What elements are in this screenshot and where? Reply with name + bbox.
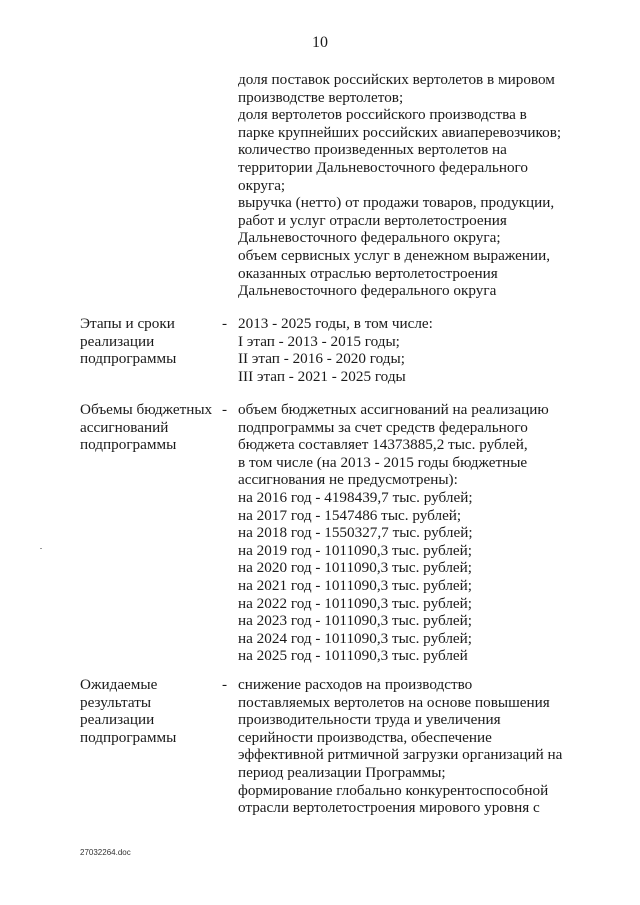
results-content bbox=[238, 676, 562, 817]
content-line: III этап - 2021 - 2025 годы bbox=[238, 367, 406, 385]
content-line: на 2024 год - 1011090,3 тыс. рублей; bbox=[238, 629, 472, 647]
intro-line: доля вертолетов российского производства в bbox=[238, 106, 527, 124]
label-line: Объемы бюджетных bbox=[80, 401, 213, 418]
stages-content bbox=[238, 315, 433, 385]
content-line: I этап - 2013 - 2015 годы; bbox=[238, 332, 400, 350]
intro-line: доля поставок российских вертолетов в мировом bbox=[238, 71, 555, 88]
content-line: на 2023 год - 1011090,3 тыс. рублей; bbox=[238, 612, 472, 630]
content-line: ассигнования не предусмотрены): bbox=[238, 471, 458, 489]
content-line: на 2016 год - 4198439,7 тыс. рублей; bbox=[238, 488, 473, 506]
intro-line: оказанных отраслью вертолетостроения bbox=[238, 264, 498, 282]
stages-label bbox=[80, 315, 176, 368]
content-line: на 2022 год - 1011090,3 тыс. рублей; bbox=[238, 594, 472, 612]
intro-line: работ и услуг отрасли вертолетостроения bbox=[238, 211, 507, 229]
content-line: объем бюджетных ассигнований на реализацию bbox=[238, 401, 549, 418]
content-line: подпрограммы за счет средств федерального bbox=[238, 418, 528, 436]
intro-line: Дальневосточного федерального округа bbox=[238, 282, 497, 300]
results-label bbox=[80, 676, 176, 746]
label-line: результаты bbox=[80, 693, 152, 711]
content-line: на 2018 год - 1550327,7 тыс. рублей; bbox=[238, 524, 473, 542]
intro-line: Дальневосточного федерального округа; bbox=[238, 229, 501, 247]
label-line: подпрограммы bbox=[80, 436, 177, 454]
content-line: II этап - 2016 - 2020 годы; bbox=[238, 350, 405, 368]
content-line: в том числе (на 2013 - 2015 годы бюджетные bbox=[238, 453, 528, 471]
page-number: 10 bbox=[312, 34, 328, 51]
content-line: формирование глобально конкурентоспособной bbox=[238, 781, 549, 799]
content-line: бюджета составляет 14373885,2 тыс. рублей, bbox=[238, 436, 528, 454]
label-line: подпрограммы bbox=[80, 350, 177, 368]
content-line: серийности производства, обеспечение bbox=[238, 728, 492, 746]
budget-label bbox=[80, 401, 212, 454]
footer-filename: 27032264.doc bbox=[80, 848, 131, 857]
content-line: производительности труда и увеличения bbox=[238, 711, 501, 729]
content-line: на 2020 год - 1011090,3 тыс. рублей; bbox=[238, 559, 472, 577]
intro-line: парке крупнейших российских авиаперевозчиков; bbox=[238, 123, 562, 141]
content-line: период реализации Программы; bbox=[238, 763, 446, 781]
label-line: ассигнований bbox=[80, 418, 169, 436]
label-line: Этапы и сроки bbox=[80, 315, 175, 332]
intro-line: территории Дальневосточного федерального bbox=[238, 158, 528, 176]
content-line: на 2025 год - 1011090,3 тыс. рублей bbox=[238, 647, 468, 665]
intro-indicators-list bbox=[238, 71, 561, 300]
content-line: 2013 - 2025 годы, в том числе: bbox=[238, 315, 433, 332]
content-line: на 2017 год - 1547486 тыс. рублей; bbox=[238, 506, 462, 524]
label-line: Ожидаемые bbox=[80, 676, 158, 693]
label-line: реализации bbox=[80, 711, 155, 729]
content-line: отрасли вертолетостроения мирового уровня с bbox=[238, 799, 540, 817]
intro-line: объем сервисных услуг в денежном выражении, bbox=[238, 246, 551, 264]
label-line: реализации bbox=[80, 332, 155, 350]
content-line: на 2021 год - 1011090,3 тыс. рублей; bbox=[238, 576, 472, 594]
label-line: подпрограммы bbox=[80, 728, 177, 746]
content-line: эффективной ритмичной загрузки организаций на bbox=[238, 746, 563, 764]
content-line: на 2019 год - 1011090,3 тыс. рублей; bbox=[238, 541, 472, 559]
budget-content bbox=[238, 401, 549, 665]
stages-dash: - bbox=[222, 315, 228, 332]
content-line: снижение расходов на производство bbox=[238, 676, 473, 693]
intro-line: округа; bbox=[238, 176, 286, 194]
intro-line: количество произведенных вертолетов на bbox=[238, 141, 507, 159]
intro-line: выручка (нетто) от продажи товаров, продукции, bbox=[238, 194, 555, 212]
scan-mark bbox=[40, 548, 42, 549]
intro-line: производстве вертолетов; bbox=[238, 88, 404, 106]
results-dash: - bbox=[222, 676, 228, 693]
budget-dash: - bbox=[222, 401, 228, 418]
content-line: поставляемых вертолетов на основе повышения bbox=[238, 693, 550, 711]
